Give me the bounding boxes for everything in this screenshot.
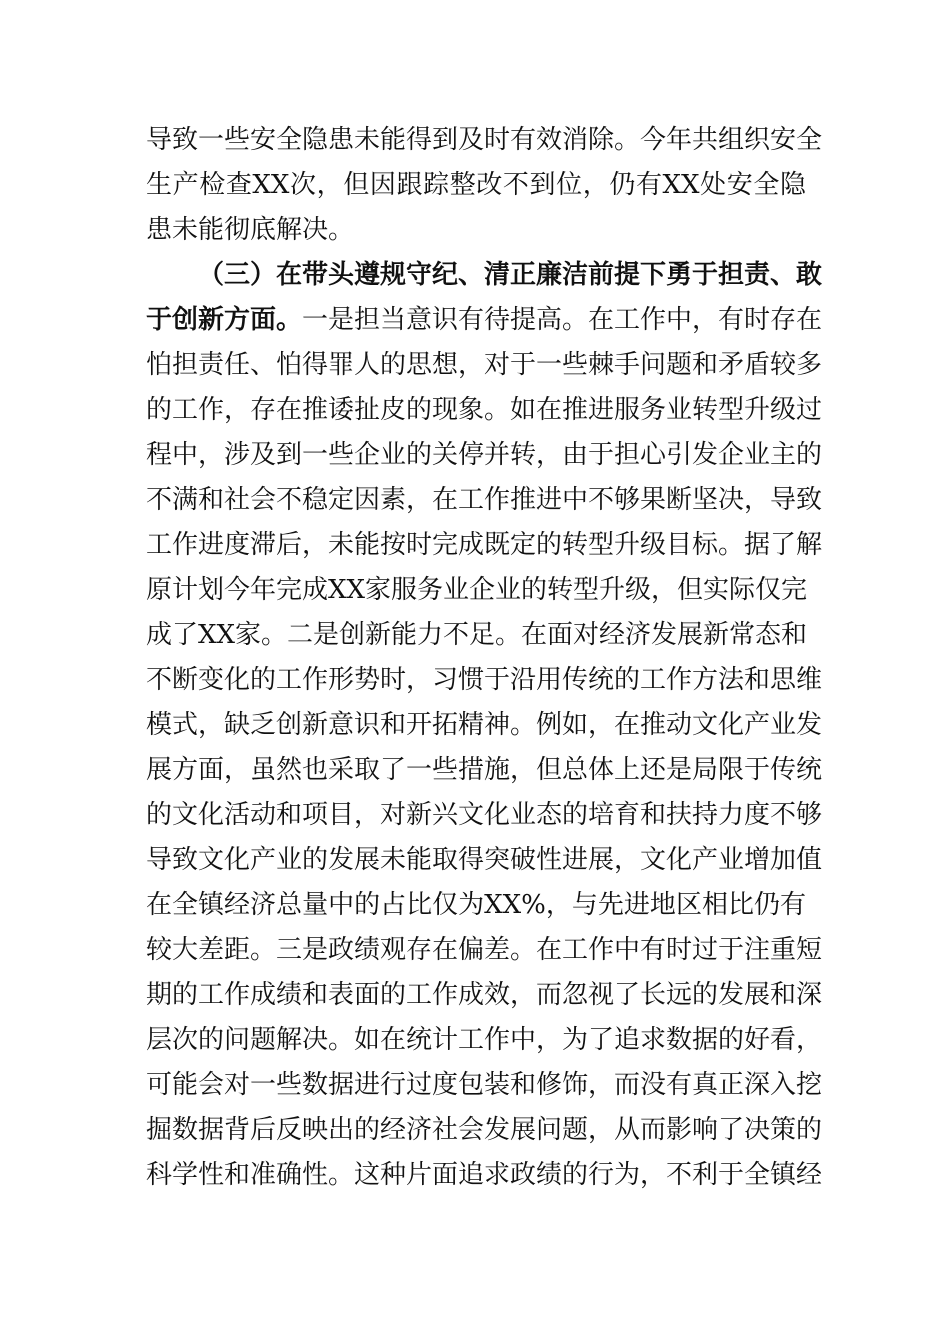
text-line: 怕担责任、怕得罪人的思想，对于一些棘手问题和矛盾较多 <box>146 350 823 380</box>
text-line: 层次的问题解决。如在统计工作中，为了追求数据的好看， <box>146 1025 823 1055</box>
text-line: 科学性和准确性。这种片面追求政绩的行为，不利于全镇经 <box>146 1160 823 1190</box>
section-heading: （三）在带头遵规守纪、清正廉洁前提下勇于担责、敢 <box>198 260 823 290</box>
text-line: 可能会对一些数据进行过度包装和修饰，而没有真正深入挖 <box>146 1070 823 1100</box>
text-line: 生产检查XX次，但因跟踪整改不到位，仍有XX处安全隐 <box>146 170 806 200</box>
text-line: 期的工作成绩和表面的工作成效，而忽视了长远的发展和深 <box>146 980 823 1010</box>
text-line: 导致文化产业的发展未能取得突破性进展，文化产业增加值 <box>146 845 823 875</box>
text-line <box>146 300 823 340</box>
section-heading-continued: 于创新方面。 <box>146 305 303 335</box>
text-line: 成了XX家。二是创新能力不足。在面对经济发展新常态和 <box>146 620 808 650</box>
text-line: 较大差距。三是政绩观存在偏差。在工作中有时过于注重短 <box>146 935 823 965</box>
text-line: 的文化活动和项目，对新兴文化业态的培育和扶持力度不够 <box>146 800 823 830</box>
text-line: 程中，涉及到一些企业的关停并转，由于担心引发企业主的 <box>146 440 823 470</box>
text-line: 患未能彻底解决。 <box>146 215 355 245</box>
text-line: 导致一些安全隐患未能得到及时有效消除。今年共组织安全 <box>146 125 823 155</box>
text-line: 的工作，存在推诿扯皮的现象。如在推进服务业转型升级过 <box>146 395 823 425</box>
text-run: 一是担当意识有待提高。在工作中，有时存在 <box>302 305 823 335</box>
text-line: 原计划今年完成XX家服务业企业的转型升级，但实际仅完 <box>146 575 808 605</box>
text-line: 工作进度滞后，未能按时完成既定的转型升级目标。据了解 <box>146 530 823 560</box>
text-line: 在全镇经济总量中的占比仅为XX%，与先进地区相比仍有 <box>146 890 806 920</box>
text-line: 不断变化的工作形势时，习惯于沿用传统的工作方法和思维 <box>146 665 823 695</box>
text-line: 不满和社会不稳定因素，在工作推进中不够果断坚决，导致 <box>146 485 823 515</box>
text-line: 展方面，虽然也采取了一些措施，但总体上还是局限于传统 <box>146 755 823 785</box>
text-line: 模式，缺乏创新意识和开拓精神。例如，在推动文化产业发 <box>146 710 823 740</box>
text-line: 掘数据背后反映出的经济社会发展问题，从而影响了决策的 <box>146 1115 823 1145</box>
